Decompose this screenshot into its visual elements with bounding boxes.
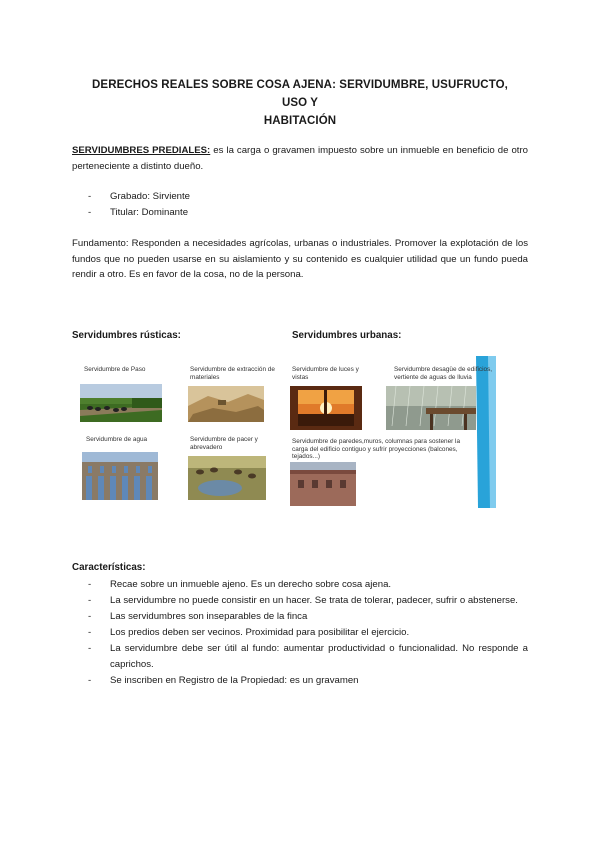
caption-pacer: Servidumbre de pacer y abrevadero bbox=[190, 436, 258, 451]
aqueduct-image bbox=[82, 452, 158, 500]
rustic-heading: Servidumbres rústicas: bbox=[72, 330, 181, 341]
list-item: - Se inscriben en Registro de la Propiedad: es un gravamen bbox=[88, 675, 359, 686]
caption-luces: Servidumbre de luces y vistas bbox=[292, 366, 359, 381]
intro-keyword: SERVIDUMBRES PREDIALES: bbox=[72, 145, 211, 156]
caracteristicas-heading: Características: bbox=[72, 562, 146, 573]
window-sunset-image bbox=[290, 386, 362, 430]
title-line-1: DERECHOS REALES SOBRE COSA AJENA: SERVIDUMBRE, USUFRUCTO, USO Y bbox=[92, 79, 508, 109]
intro-text: es la carga o gravamen impuesto sobre un inmueble en beneficio de otro perteneciente a distinto dueño. bbox=[72, 145, 528, 172]
rain-roof-image bbox=[386, 386, 476, 430]
list-item: - La servidumbre no puede consistir en un hacer. Se trata de tolerar, padecer, sufrir o abstenerse. bbox=[88, 595, 518, 606]
caption-paso: Servidumbre de Paso bbox=[84, 366, 146, 373]
list-item: - Recae sobre un inmueble ajeno. Es un derecho sobre cosa ajena. bbox=[88, 579, 392, 590]
field-path-image bbox=[80, 384, 162, 422]
wall-building-image bbox=[290, 462, 356, 506]
urban-servitudes-figure bbox=[286, 356, 496, 508]
fundamento-paragraph: Fundamento: Responden a necesidades agrícolas, urbanas o industriales. Promover la explotación de los fundos que no pueden usarse en su aislamiento y su contenido es cualquier utilidad que un fundo pueda rendir a otro. Es en favor de la cosa, no de la persona. bbox=[72, 238, 528, 280]
caption-desague: Servidumbre desagüe de edificios, vertiente de aguas de lluvia bbox=[394, 366, 493, 381]
list-item: - Grabado: Sirviente bbox=[88, 189, 528, 205]
title-line-2: HABITACIÓN bbox=[263, 115, 337, 127]
list-item: - Los predios deben ser vecinos. Proximidad para posibilitar el ejercicio. bbox=[88, 627, 410, 638]
quarry-image bbox=[188, 386, 264, 422]
caption-extraccion: Servidumbre de extracción de materiales bbox=[190, 366, 275, 381]
role-serviente: Grabado: Sirviente bbox=[110, 191, 190, 202]
role-dominante: Titular: Dominante bbox=[110, 207, 189, 218]
caracteristicas-list bbox=[88, 577, 528, 689]
intro-paragraph bbox=[72, 143, 528, 174]
caption-paredes: Servidumbre de paredes,muros, columnas para sostener la carga del edificio contiguo y sufrir proyecciones (balcones, tejados...) bbox=[292, 438, 461, 460]
list-item: - La servidumbre debe ser útil al fundo: aumentar productividad o funcionalidad. No responde a caprichos. bbox=[88, 643, 528, 670]
list-item: - Titular: Dominante bbox=[88, 205, 528, 221]
caption-agua: Servidumbre de agua bbox=[86, 436, 148, 443]
document-title bbox=[80, 76, 520, 130]
roles-list bbox=[88, 189, 528, 221]
pasture-image bbox=[188, 456, 266, 500]
list-item: - Las servidumbres son inseparables de la finca bbox=[88, 611, 308, 622]
rustic-servitudes-figure bbox=[72, 356, 282, 508]
urban-heading: Servidumbres urbanas: bbox=[292, 330, 402, 341]
